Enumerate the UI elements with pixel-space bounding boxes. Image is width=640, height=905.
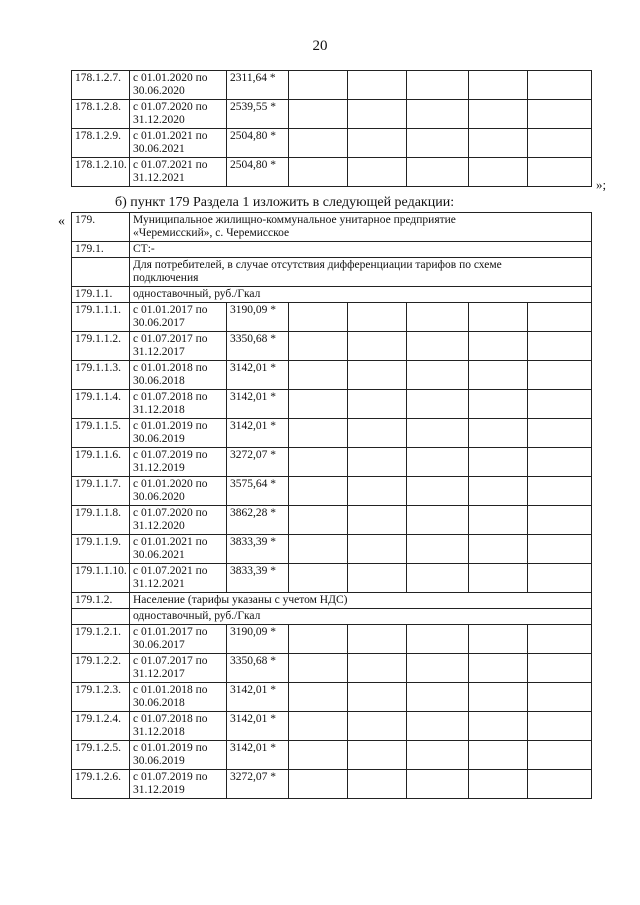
period-line: с 01.07.2020 по <box>133 101 208 113</box>
period-cell <box>130 129 227 158</box>
table-row <box>72 683 592 712</box>
row-code: 179.1.1.3. <box>72 361 130 390</box>
period-line: 31.12.2018 <box>133 726 185 738</box>
table-row <box>72 361 592 390</box>
table-row <box>72 71 592 100</box>
tariff-value: 3142,01 * <box>227 683 289 712</box>
tariff-value: 3142,01 * <box>227 712 289 741</box>
opening-quote: « <box>58 214 65 229</box>
empty-cell <box>348 332 407 361</box>
empty-cell <box>289 535 348 564</box>
table-row <box>72 712 592 741</box>
empty-cell <box>469 477 528 506</box>
empty-cell <box>348 741 407 770</box>
empty-cell <box>528 158 592 187</box>
empty-cell <box>469 448 528 477</box>
period-line: 30.06.2019 <box>133 755 185 767</box>
empty-cell <box>289 361 348 390</box>
empty-cell <box>289 564 348 593</box>
row-code <box>72 609 130 625</box>
empty-cell <box>407 303 469 332</box>
table-body <box>72 71 592 187</box>
period-cell <box>130 770 227 799</box>
row-code: 179.1. <box>72 242 130 258</box>
empty-cell <box>289 625 348 654</box>
empty-cell <box>348 158 407 187</box>
table-row <box>72 506 592 535</box>
period-line: 30.06.2019 <box>133 433 185 445</box>
tariff-value: 3190,09 * <box>227 625 289 654</box>
period-cell <box>130 741 227 770</box>
period-line: 30.06.2018 <box>133 375 185 387</box>
empty-cell <box>469 361 528 390</box>
table-row <box>72 419 592 448</box>
row-code: 179. <box>72 213 130 242</box>
empty-cell <box>289 158 348 187</box>
row-code: 179.1.1.10. <box>72 564 130 593</box>
period-line: 30.06.2018 <box>133 697 185 709</box>
table-section-row <box>72 213 592 242</box>
empty-cell <box>528 712 592 741</box>
empty-cell <box>407 448 469 477</box>
description-line: Муниципальное жилищно-коммунальное унитарное предприятие <box>133 214 456 226</box>
empty-cell <box>348 419 407 448</box>
empty-cell <box>528 506 592 535</box>
row-description <box>130 213 592 242</box>
empty-cell <box>348 71 407 100</box>
period-cell <box>130 506 227 535</box>
empty-cell <box>407 361 469 390</box>
period-line: с 01.01.2019 по <box>133 420 208 432</box>
empty-cell <box>289 770 348 799</box>
empty-cell <box>469 390 528 419</box>
empty-cell <box>348 448 407 477</box>
period-line: 31.12.2019 <box>133 462 185 474</box>
period-cell <box>130 683 227 712</box>
empty-cell <box>528 654 592 683</box>
row-description <box>130 287 592 303</box>
period-line: 30.06.2021 <box>133 143 185 155</box>
empty-cell <box>289 332 348 361</box>
empty-cell <box>528 625 592 654</box>
row-code: 178.1.2.8. <box>72 100 130 129</box>
row-code: 179.1.1.4. <box>72 390 130 419</box>
empty-cell <box>407 71 469 100</box>
row-code: 179.1.2.3. <box>72 683 130 712</box>
empty-cell <box>289 303 348 332</box>
table-section-row <box>72 287 592 303</box>
empty-cell <box>528 564 592 593</box>
period-line: с 01.01.2017 по <box>133 626 208 638</box>
row-code: 179.1.2.6. <box>72 770 130 799</box>
table-row <box>72 448 592 477</box>
table-body <box>72 213 592 799</box>
empty-cell <box>348 625 407 654</box>
row-code: 179.1.1.5. <box>72 419 130 448</box>
amendment-instruction: б) пункт 179 Раздела 1 изложить в следующей редакции: <box>115 195 455 210</box>
period-line: с 01.07.2021 по <box>133 565 208 577</box>
closing-quote: »; <box>596 177 607 192</box>
row-description <box>130 609 592 625</box>
empty-cell <box>528 129 592 158</box>
tariff-value: 3833,39 * <box>227 535 289 564</box>
tariff-value: 3142,01 * <box>227 361 289 390</box>
tariff-value: 3350,68 * <box>227 654 289 683</box>
period-line: 31.12.2019 <box>133 784 185 796</box>
tariff-value: 2504,80 * <box>227 129 289 158</box>
empty-cell <box>407 100 469 129</box>
empty-cell <box>407 712 469 741</box>
empty-cell <box>348 654 407 683</box>
tariff-value: 3142,01 * <box>227 741 289 770</box>
period-line: 30.06.2017 <box>133 317 185 329</box>
empty-cell <box>289 654 348 683</box>
period-line: 31.12.2017 <box>133 346 185 358</box>
empty-cell <box>289 390 348 419</box>
period-cell <box>130 712 227 741</box>
period-line: с 01.07.2017 по <box>133 333 208 345</box>
tariff-value: 2311,64 * <box>227 71 289 100</box>
period-cell <box>130 448 227 477</box>
empty-cell <box>289 419 348 448</box>
tariff-value: 3272,07 * <box>227 770 289 799</box>
empty-cell <box>348 564 407 593</box>
period-line: 30.06.2020 <box>133 85 185 97</box>
empty-cell <box>528 683 592 712</box>
empty-cell <box>289 129 348 158</box>
empty-cell <box>407 129 469 158</box>
description-line: «Черемисский», с. Черемисское <box>133 227 290 239</box>
period-cell <box>130 564 227 593</box>
period-cell <box>130 654 227 683</box>
empty-cell <box>407 741 469 770</box>
empty-cell <box>469 71 528 100</box>
empty-cell <box>348 683 407 712</box>
row-code: 179.1.2.5. <box>72 741 130 770</box>
empty-cell <box>289 741 348 770</box>
period-line: 31.12.2021 <box>133 578 185 590</box>
tariff-value: 3142,01 * <box>227 390 289 419</box>
period-line: с 01.01.2017 по <box>133 304 208 316</box>
row-code: 179.1.1. <box>72 287 130 303</box>
tariff-value: 3833,39 * <box>227 564 289 593</box>
row-description <box>130 593 592 609</box>
tariff-value: 3862,28 * <box>227 506 289 535</box>
row-code: 179.1.2.2. <box>72 654 130 683</box>
period-cell <box>130 100 227 129</box>
period-line: 30.06.2021 <box>133 549 185 561</box>
description-line: СТ:- <box>133 243 155 255</box>
empty-cell <box>528 100 592 129</box>
period-line: 31.12.2017 <box>133 668 185 680</box>
description-line: Население (тарифы указаны с учетом НДС) <box>133 594 348 606</box>
empty-cell <box>289 71 348 100</box>
empty-cell <box>469 535 528 564</box>
table-row <box>72 390 592 419</box>
period-line: с 01.01.2021 по <box>133 536 208 548</box>
page-number: 20 <box>312 38 328 54</box>
period-line: 30.06.2020 <box>133 491 185 503</box>
empty-cell <box>348 477 407 506</box>
empty-cell <box>469 770 528 799</box>
period-cell <box>130 71 227 100</box>
description-line: подключения <box>133 272 199 284</box>
empty-cell <box>528 361 592 390</box>
tariff-value: 3272,07 * <box>227 448 289 477</box>
empty-cell <box>407 419 469 448</box>
empty-cell <box>528 332 592 361</box>
empty-cell <box>348 303 407 332</box>
period-line: с 01.07.2018 по <box>133 713 208 725</box>
table-row <box>72 158 592 187</box>
empty-cell <box>469 419 528 448</box>
empty-cell <box>289 448 348 477</box>
tariff-value: 3142,01 * <box>227 419 289 448</box>
empty-cell <box>469 654 528 683</box>
table-row <box>72 535 592 564</box>
row-code: 178.1.2.9. <box>72 129 130 158</box>
period-cell <box>130 158 227 187</box>
period-line: 31.12.2021 <box>133 172 185 184</box>
empty-cell <box>469 100 528 129</box>
empty-cell <box>528 741 592 770</box>
empty-cell <box>348 770 407 799</box>
empty-cell <box>407 158 469 187</box>
row-code: 179.1.2. <box>72 593 130 609</box>
row-code: 179.1.1.6. <box>72 448 130 477</box>
period-line: 31.12.2018 <box>133 404 185 416</box>
period-cell <box>130 332 227 361</box>
table-row <box>72 303 592 332</box>
empty-cell <box>528 770 592 799</box>
period-line: 31.12.2020 <box>133 114 185 126</box>
empty-cell <box>407 683 469 712</box>
period-line: с 01.01.2020 по <box>133 72 208 84</box>
period-line: с 01.01.2018 по <box>133 684 208 696</box>
tariff-value: 3575,64 * <box>227 477 289 506</box>
table-row <box>72 129 592 158</box>
table-section-row <box>72 258 592 287</box>
empty-cell <box>469 506 528 535</box>
table-row <box>72 741 592 770</box>
empty-cell <box>469 332 528 361</box>
row-code: 179.1.2.1. <box>72 625 130 654</box>
period-cell <box>130 625 227 654</box>
row-code: 179.1.2.4. <box>72 712 130 741</box>
row-code: 179.1.1.7. <box>72 477 130 506</box>
table-section-row <box>72 593 592 609</box>
period-cell <box>130 419 227 448</box>
empty-cell <box>289 100 348 129</box>
row-description <box>130 258 592 287</box>
empty-cell <box>348 712 407 741</box>
empty-cell <box>348 535 407 564</box>
description-line: одноставочный, руб./Гкал <box>133 288 261 300</box>
row-code <box>72 258 130 287</box>
description-line: одноставочный, руб./Гкал <box>133 610 261 622</box>
period-line: с 01.01.2020 по <box>133 478 208 490</box>
period-line: с 01.01.2018 по <box>133 362 208 374</box>
empty-cell <box>528 71 592 100</box>
empty-cell <box>348 361 407 390</box>
empty-cell <box>469 741 528 770</box>
row-code: 179.1.1.1. <box>72 303 130 332</box>
row-code: 179.1.1.2. <box>72 332 130 361</box>
period-line: с 01.01.2019 по <box>133 742 208 754</box>
table-row <box>72 332 592 361</box>
empty-cell <box>528 535 592 564</box>
period-line: 31.12.2020 <box>133 520 185 532</box>
description-line: Для потребителей, в случае отсутствия дифференциации тарифов по схеме <box>133 259 502 271</box>
empty-cell <box>407 535 469 564</box>
period-line: с 01.07.2019 по <box>133 771 208 783</box>
period-line: с 01.07.2018 по <box>133 391 208 403</box>
empty-cell <box>528 303 592 332</box>
table-row <box>72 654 592 683</box>
empty-cell <box>289 683 348 712</box>
empty-cell <box>407 564 469 593</box>
empty-cell <box>469 158 528 187</box>
empty-cell <box>469 129 528 158</box>
period-line: 30.06.2017 <box>133 639 185 651</box>
period-cell <box>130 303 227 332</box>
empty-cell <box>469 303 528 332</box>
period-cell <box>130 535 227 564</box>
empty-cell <box>289 712 348 741</box>
tariff-value: 3190,09 * <box>227 303 289 332</box>
tariff-table-item-179 <box>71 212 592 799</box>
table-row <box>72 770 592 799</box>
empty-cell <box>469 625 528 654</box>
empty-cell <box>348 506 407 535</box>
empty-cell <box>407 477 469 506</box>
table-row <box>72 564 592 593</box>
tariff-value: 2539,55 * <box>227 100 289 129</box>
period-line: с 01.07.2019 по <box>133 449 208 461</box>
empty-cell <box>407 390 469 419</box>
empty-cell <box>407 332 469 361</box>
empty-cell <box>289 506 348 535</box>
period-line: с 01.07.2017 по <box>133 655 208 667</box>
period-line: с 01.07.2021 по <box>133 159 208 171</box>
period-cell <box>130 361 227 390</box>
empty-cell <box>407 654 469 683</box>
empty-cell <box>289 477 348 506</box>
table-section-row <box>72 242 592 258</box>
empty-cell <box>469 683 528 712</box>
row-description <box>130 242 592 258</box>
empty-cell <box>528 419 592 448</box>
table-row <box>72 100 592 129</box>
empty-cell <box>407 625 469 654</box>
tariff-value: 3350,68 * <box>227 332 289 361</box>
row-code: 179.1.1.8. <box>72 506 130 535</box>
period-cell <box>130 390 227 419</box>
empty-cell <box>469 564 528 593</box>
empty-cell <box>407 506 469 535</box>
row-code: 178.1.2.10. <box>72 158 130 187</box>
empty-cell <box>348 129 407 158</box>
table-row <box>72 625 592 654</box>
table-row <box>72 477 592 506</box>
empty-cell <box>528 390 592 419</box>
tariff-value: 2504,80 * <box>227 158 289 187</box>
empty-cell <box>469 712 528 741</box>
empty-cell <box>528 448 592 477</box>
table-section-row <box>72 609 592 625</box>
period-line: с 01.01.2021 по <box>133 130 208 142</box>
empty-cell <box>348 390 407 419</box>
empty-cell <box>528 477 592 506</box>
period-cell <box>130 477 227 506</box>
empty-cell <box>407 770 469 799</box>
period-line: с 01.07.2020 по <box>133 507 208 519</box>
row-code: 179.1.1.9. <box>72 535 130 564</box>
row-code: 178.1.2.7. <box>72 71 130 100</box>
tariff-table-continued <box>71 70 592 187</box>
empty-cell <box>348 100 407 129</box>
